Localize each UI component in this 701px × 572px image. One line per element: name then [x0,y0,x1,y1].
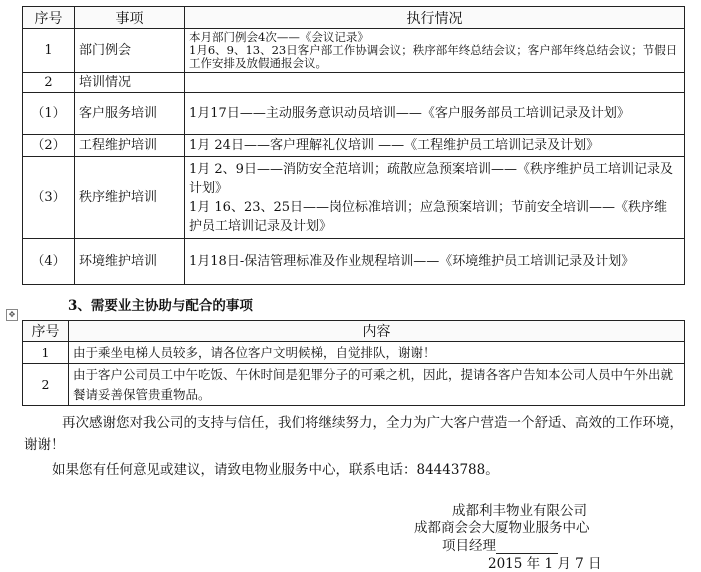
row-status [185,29,685,73]
row-status: 1月18日-保洁管理标准及作业规程培训——《环境维护员工培训记录及计划》 [185,239,685,285]
row-status [185,73,685,93]
signature-manager-label: 项目经理 [442,538,496,554]
status-line: 1月 2、9日——消防安全范培训；疏散应急预案培训——《秩序维护员工培训记录及计划》 [189,161,673,196]
execution-table [22,6,685,285]
row-item: 客户服务培训 [75,93,185,135]
table-row [23,157,685,239]
header-item: 事项 [75,7,185,29]
row-status: 1月 24日——客户理解礼仪培训 ——《工程维护员工培训记录及计划》 [185,135,685,157]
table-row [23,73,685,93]
row-no: （1） [23,93,75,135]
section-title: 3、需要业主协助与配合的事项 [68,298,253,314]
status-line: 本月部门例会4次——《会议记录》 [189,30,369,44]
row-no: 1 [23,342,69,364]
table-row [23,364,685,406]
row-item: 秩序维护培训 [75,157,185,239]
row-no: （2） [23,135,75,157]
assist-table [22,320,685,406]
row-no: 1 [23,29,75,73]
row-content: 由于客户公司员工中午吃饭、午休时间是犯罪分子的可乘之机，因此，提请各客户告知本公司人员中午外出就餐请妥善保管贵重物品。 [69,364,685,406]
signature-manager [442,534,558,554]
status-line: 1月6、9、13、23日客户部工作协调会议；秩序部年终总结会议；客户部年终总结会议；节假日工作安排及放假通报会议。 [189,43,678,70]
table-header-row [23,321,685,342]
table-move-handle-icon[interactable]: ✥ [6,309,18,321]
table-row [23,29,685,73]
table-row [23,135,685,157]
row-item: 部门例会 [75,29,185,73]
status-line: 1月 16、23、25日——岗位标准培训；应急预案培训；节前安全培训——《秩序维护员工培训记录及计划》 [189,199,668,234]
row-no: （3） [23,157,75,239]
row-item: 培训情况 [75,73,185,93]
row-no: 2 [23,364,69,406]
row-item: 环境维护培训 [75,239,185,285]
row-no: 2 [23,73,75,93]
table-row [23,342,685,364]
header-no: 序号 [23,321,69,342]
signature-date: 2015 年 1 月 7 日 [488,556,602,572]
row-item: 工程维护培训 [75,135,185,157]
table-row [23,239,685,285]
row-status [185,157,685,239]
row-status: 1月17日——主动服务意识动员培训——《客户服务部员工培训记录及计划》 [185,93,685,135]
row-content: 由于乘坐电梯人员较多，请各位客户文明候梯，自觉排队，谢谢！ [69,342,685,364]
signature-center: 成都商会会大厦物业服务中心 [414,520,590,536]
table-header-row [23,7,685,29]
header-no: 序号 [23,7,75,29]
table-row [23,93,685,135]
closing-paragraph-1: 再次感谢您对我公司的支持与信任，我们将继续努力，全力为广大客户营造一个舒适、高效的工作环境，谢谢！ [24,415,683,453]
row-no: （4） [23,239,75,285]
signature-company: 成都利丰物业有限公司 [452,503,587,519]
closing-paragraph-2: 如果您有任何意见或建议，请致电物业服务中心，联系电话：84443788。 [52,462,499,478]
header-content: 内容 [69,321,685,342]
header-status: 执行情况 [185,7,685,29]
